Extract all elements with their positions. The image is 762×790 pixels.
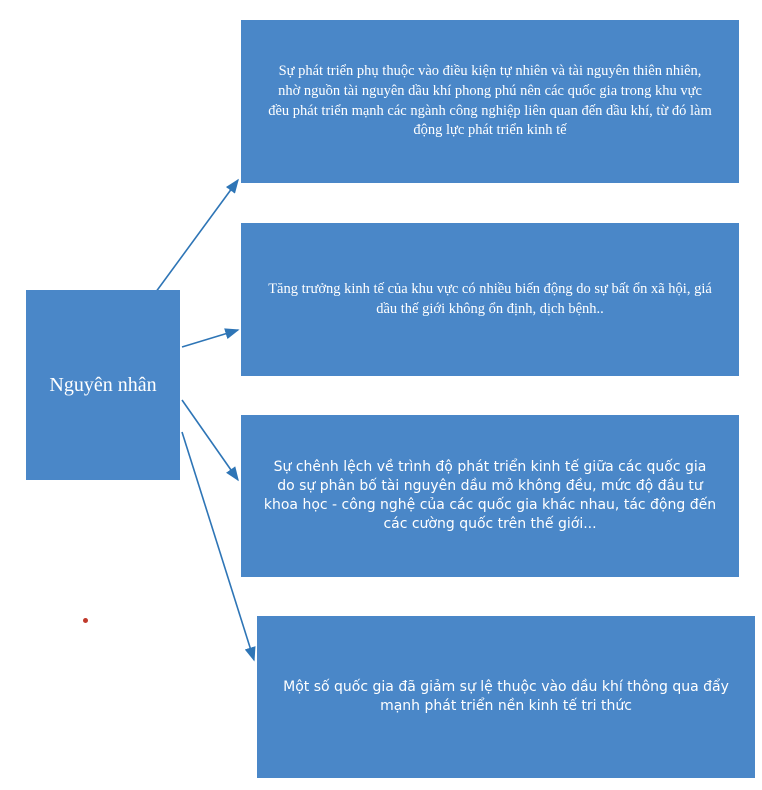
branch-node-1[interactable] bbox=[241, 20, 739, 183]
root-node-label: Nguyên nhân bbox=[49, 374, 157, 396]
branch-node-4[interactable] bbox=[257, 616, 755, 778]
branch-node-3-text: Sự chênh lệch về trình độ phát triển kinh tế giữa các quốc gia do sự phân bố tài nguyên dầu mỏ không đều, mức độ đầu tư khoa học - công nghệ của các quốc gia khác nhau, tác động đến các cường quốc trên thế giới... bbox=[263, 459, 717, 532]
connector-root-to-branch-2 bbox=[182, 330, 238, 347]
branch-node-2-text: Tăng trưởng kinh tế của khu vực có nhiều biến động do sự bất ổn xã hội, giá dầu thế giới không ổn định, dịch bệnh.. bbox=[268, 280, 712, 317]
root-node[interactable] bbox=[26, 290, 180, 480]
branch-node-4-text: Một số quốc gia đã giảm sự lệ thuộc vào dầu khí thông qua đẩy mạnh phát triển nền kinh tế tri thức bbox=[283, 679, 729, 714]
branch-node-2[interactable] bbox=[241, 223, 739, 376]
connector-root-to-branch-3 bbox=[182, 400, 238, 480]
branch-node-1-text: Sự phát triển phụ thuộc vào điều kiện tự nhiên và tài nguyên thiên nhiên, nhờ nguồn tài nguyên dầu khí phong phú nên các quốc gia trong khu vực đều phát triển mạnh các ngành công nghiệp liên quan đến dầu khí, từ đó làm động lực phát triển kinh tế bbox=[268, 63, 712, 139]
branch-node-3[interactable] bbox=[241, 415, 739, 577]
connector-root-to-branch-1 bbox=[150, 180, 238, 300]
bullet-point-icon bbox=[83, 618, 88, 623]
